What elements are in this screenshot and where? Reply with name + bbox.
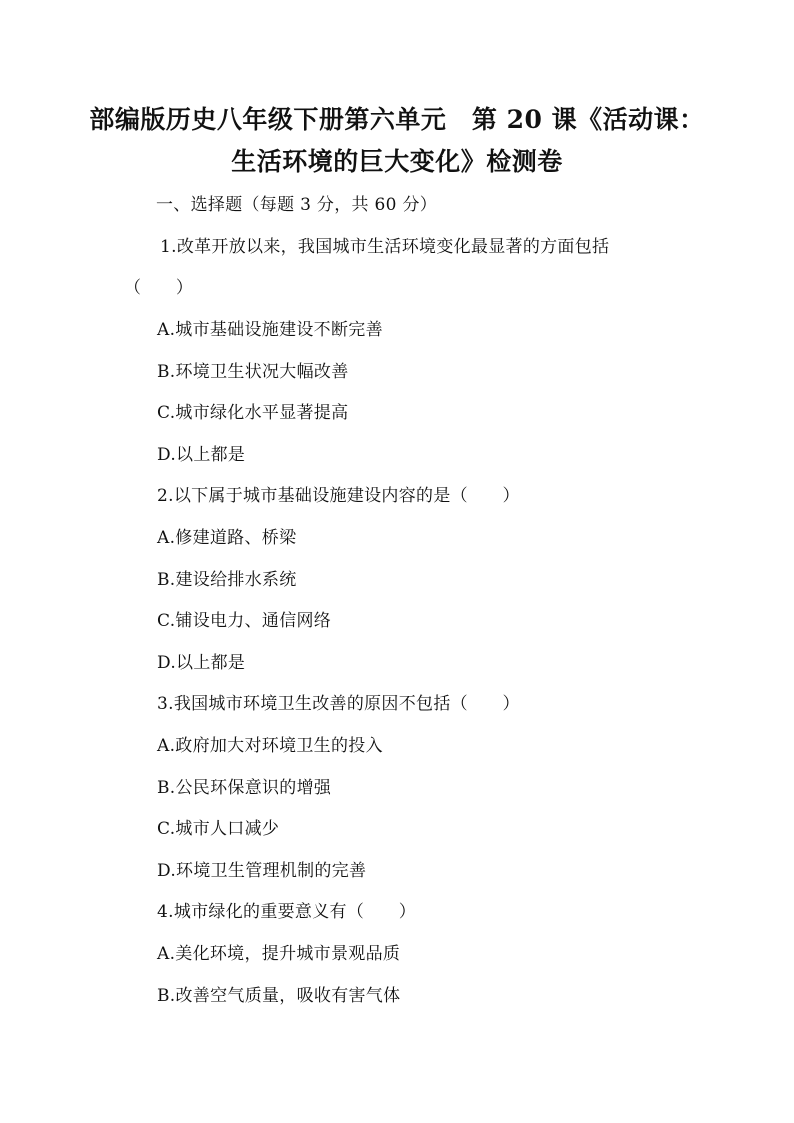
question-1-option-b: B.环境卫生状况大幅改善 — [157, 362, 349, 382]
question-3-option-a: A.政府加大对环境卫生的投入 — [157, 736, 383, 756]
document-title-line-1: 部编版历史八年级下册第六单元 第 20 课《活动课： — [89, 105, 705, 134]
question-2-option-d: D.以上都是 — [157, 653, 246, 673]
document-title-line-2: 生活环境的巨大变化》检测卷 — [231, 147, 563, 176]
question-4-option-a: A.美化环境，提升城市景观品质 — [157, 944, 401, 964]
question-4-stem: 4.城市绿化的重要意义有（ ） — [157, 902, 417, 922]
question-3-option-d: D.环境卫生管理机制的完善 — [157, 861, 367, 881]
question-1-option-c: C.城市绿化水平显著提高 — [157, 403, 349, 423]
question-2-option-a: A.修建道路、桥梁 — [157, 528, 297, 548]
question-2-stem: 2.以下属于城市基础设施建设内容的是（ ） — [157, 486, 520, 506]
question-1-option-a: A.城市基础设施建设不断完善 — [157, 320, 383, 340]
question-3-option-b: B.公民环保意识的增强 — [157, 778, 332, 798]
question-1-answer-blank: （ ） — [124, 278, 194, 298]
question-3-stem: 3.我国城市环境卫生改善的原因不包括（ ） — [157, 694, 520, 714]
question-1-stem: 1.改革开放以来，我国城市生活环境变化最显著的方面包括 — [160, 237, 610, 257]
question-1-option-d: D.以上都是 — [157, 445, 246, 465]
question-3-option-c: C.城市人口减少 — [157, 819, 280, 839]
question-4-option-b: B.改善空气质量，吸收有害气体 — [157, 986, 401, 1006]
question-2-option-c: C.铺设电力、通信网络 — [157, 611, 332, 631]
question-2-option-b: B.建设给排水系统 — [157, 570, 297, 590]
section-heading: 一、选择题（每题 3 分，共 60 分） — [156, 195, 438, 215]
